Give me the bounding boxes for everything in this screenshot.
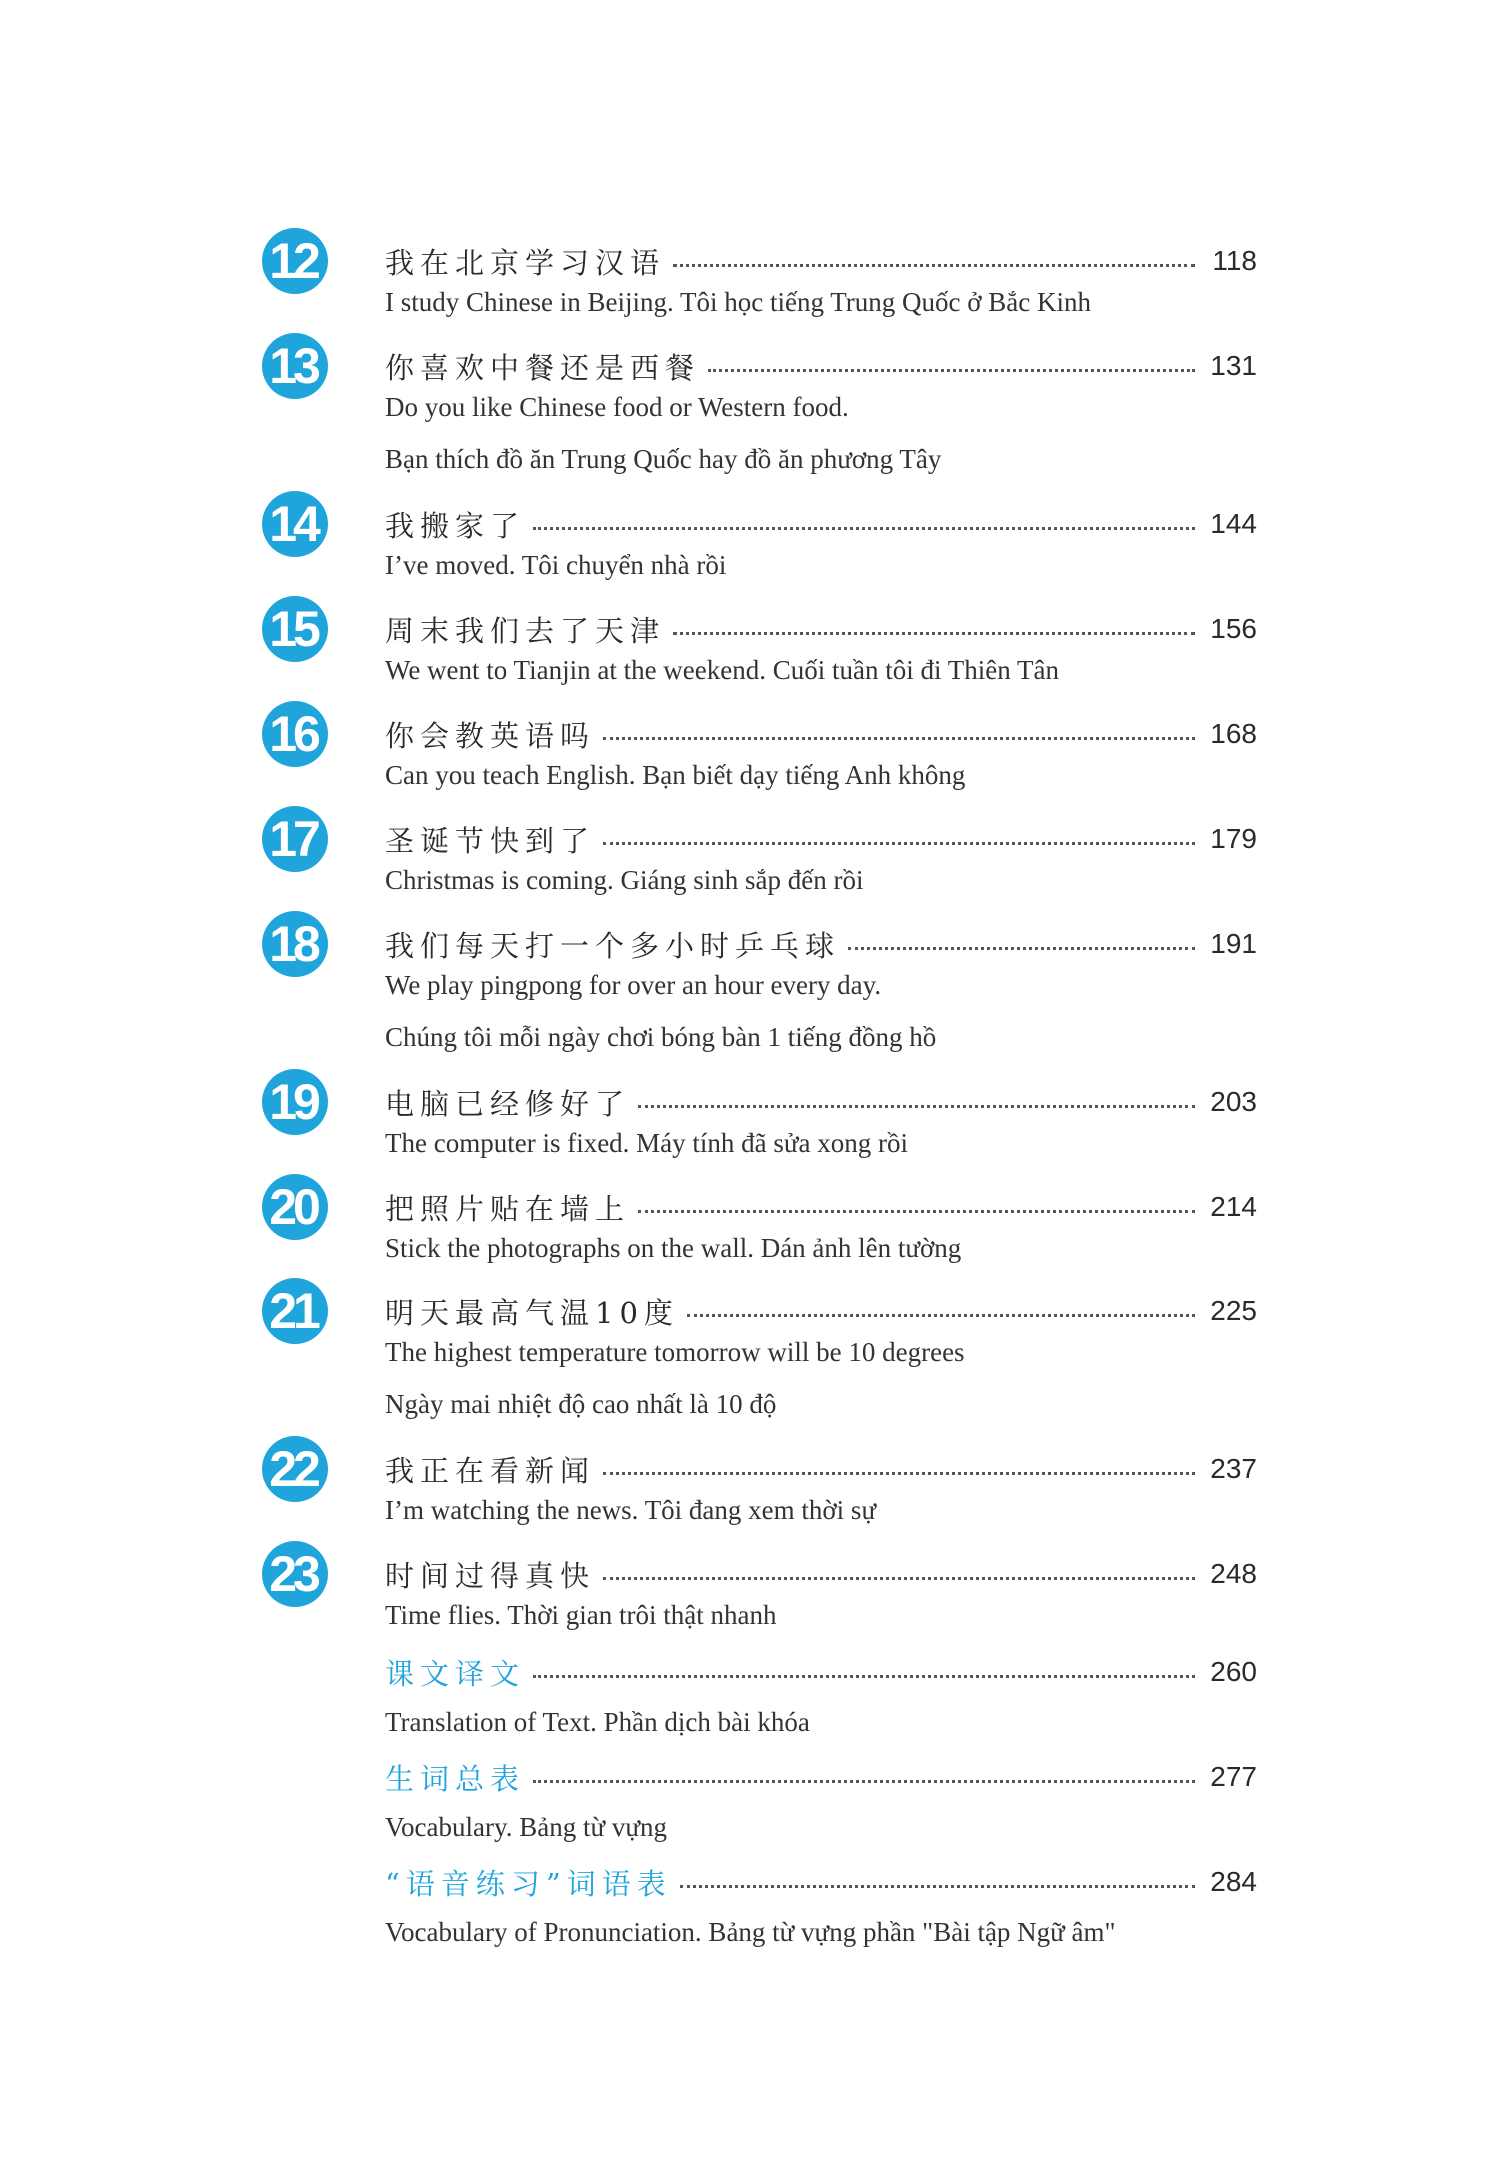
page-number: 168 <box>1210 718 1257 749</box>
page-number: 237 <box>1210 1453 1257 1484</box>
entry-title-row <box>385 239 1257 283</box>
lesson-number: 14 <box>269 496 317 552</box>
page-number: 118 <box>1212 245 1257 276</box>
page-number: 131 <box>1210 350 1257 381</box>
lesson-title: 我们每天打一个多小时乒乓球 <box>385 928 841 963</box>
dot-leader <box>673 632 1195 635</box>
entry-title-row <box>385 1289 1257 1333</box>
lesson-subtitle: Time flies. Thời gian trôi thật nhanh <box>385 1600 777 1630</box>
page-number: 260 <box>1210 1656 1257 1687</box>
lesson-subtitle: Stick the photographs on the wall. Dán ảnh lên tường <box>385 1233 962 1263</box>
lesson-subtitle: We went to Tianjin at the weekend. Cuối tuần tôi đi Thiên Tân <box>385 655 1059 685</box>
lesson-subtitle: I’ve moved. Tôi chuyển nhà rồi <box>385 550 727 580</box>
lesson-subtitle: The highest temperature tomorrow will be 10 degrees <box>385 1337 965 1367</box>
lesson-number: 17 <box>269 811 317 867</box>
dot-leader <box>533 1675 1195 1678</box>
lesson-number-badge <box>262 911 328 977</box>
dot-leader <box>603 1472 1195 1475</box>
lesson-number-badge <box>262 1069 328 1135</box>
lesson-title: 你喜欢中餐还是西餐 <box>385 350 701 385</box>
entry-title-row <box>385 922 1257 966</box>
lesson-number: 12 <box>269 233 317 289</box>
entry-title-row <box>385 1447 1257 1491</box>
page-number: 284 <box>1210 1866 1257 1897</box>
dot-leader <box>603 842 1195 845</box>
dot-leader <box>673 264 1195 267</box>
lesson-number: 20 <box>269 1179 317 1235</box>
lesson-number-badge <box>262 596 328 662</box>
lesson-title: 把照片贴在墙上 <box>385 1191 631 1226</box>
dot-leader <box>603 737 1195 740</box>
appendix-subtitle: Vocabulary. Bảng từ vựng <box>385 1812 667 1842</box>
page-number: 214 <box>1210 1191 1257 1222</box>
entry-title-row <box>385 712 1257 756</box>
dot-leader <box>533 1780 1195 1783</box>
lesson-title: 圣诞节快到了 <box>385 823 596 858</box>
lesson-number: 23 <box>269 1546 317 1602</box>
entry-title-row <box>385 502 1257 546</box>
lesson-number-badge <box>262 1541 328 1607</box>
appendix-subtitle: Translation of Text. Phần dịch bài khóa <box>385 1707 810 1737</box>
lesson-title: 时间过得真快 <box>385 1558 596 1593</box>
lesson-number-badge <box>262 491 328 557</box>
entry-title-row <box>385 817 1257 861</box>
lesson-number-badge <box>262 333 328 399</box>
lesson-subtitle: Chúng tôi mỗi ngày chơi bóng bàn 1 tiếng đồng hồ <box>385 1022 937 1052</box>
lesson-number: 15 <box>269 601 317 657</box>
dot-leader <box>638 1210 1195 1213</box>
lesson-number-badge <box>262 1436 328 1502</box>
page-number: 225 <box>1210 1295 1257 1326</box>
lesson-title: 我搬家了 <box>385 508 526 543</box>
lesson-title: 我在北京学习汉语 <box>385 245 666 280</box>
lesson-subtitle: I study Chinese in Beijing. Tôi học tiếng Trung Quốc ở Bắc Kinh <box>385 287 1091 317</box>
lesson-subtitle: We play pingpong for over an hour every day. <box>385 970 882 1000</box>
page-number: 144 <box>1210 508 1257 539</box>
lesson-title: 电脑已经修好了 <box>385 1086 631 1121</box>
lesson-subtitle: The computer is fixed. Máy tính đã sửa xong rồi <box>385 1128 909 1158</box>
appendix-title: 生词总表 <box>385 1761 526 1796</box>
page-number: 179 <box>1210 823 1257 854</box>
lesson-number: 19 <box>269 1074 317 1130</box>
lesson-subtitle: Do you like Chinese food or Western food. <box>385 392 849 422</box>
entry-title-row <box>385 1860 1257 1904</box>
appendix-title: “语音练习”词语表 <box>385 1866 672 1901</box>
lesson-number-badge <box>262 701 328 767</box>
lesson-number: 21 <box>269 1283 317 1339</box>
lesson-subtitle: Ngày mai nhiệt độ cao nhất là 10 độ <box>385 1389 777 1419</box>
page-number: 203 <box>1210 1086 1257 1117</box>
lesson-title: 我正在看新闻 <box>385 1453 596 1488</box>
lesson-title: 你会教英语吗 <box>385 718 596 753</box>
dot-leader <box>687 1314 1195 1317</box>
dot-leader <box>848 947 1195 950</box>
lesson-number: 16 <box>269 706 317 762</box>
entry-title-row <box>385 1185 1257 1229</box>
dot-leader <box>533 527 1195 530</box>
lesson-number-badge <box>262 1278 328 1344</box>
entry-title-row <box>385 607 1257 651</box>
entry-title-row <box>385 1552 1257 1596</box>
lesson-number-badge <box>262 806 328 872</box>
lesson-subtitle: Bạn thích đồ ăn Trung Quốc hay đồ ăn phương Tây <box>385 444 942 474</box>
dot-leader <box>708 369 1195 372</box>
page-number: 277 <box>1210 1761 1257 1792</box>
dot-leader <box>638 1105 1195 1108</box>
page-number: 156 <box>1210 613 1257 644</box>
dot-leader <box>680 1885 1195 1888</box>
lesson-number: 13 <box>269 338 317 394</box>
lesson-number-badge <box>262 1174 328 1240</box>
entry-title-row <box>385 1755 1257 1799</box>
entry-title-row <box>385 1080 1257 1124</box>
appendix-subtitle: Vocabulary of Pronunciation. Bảng từ vựng phần "Bài tập Ngữ âm" <box>385 1917 1116 1947</box>
lesson-subtitle: Can you teach English. Bạn biết dạy tiếng Anh không <box>385 760 966 790</box>
entry-title-row <box>385 1650 1257 1694</box>
entry-title-row <box>385 344 1257 388</box>
dot-leader <box>603 1577 1195 1580</box>
lesson-subtitle: I’m watching the news. Tôi đang xem thời sự <box>385 1495 877 1525</box>
page-number: 248 <box>1210 1558 1257 1589</box>
lesson-number: 18 <box>269 916 317 972</box>
page-number: 191 <box>1210 928 1257 959</box>
appendix-title: 课文译文 <box>385 1656 526 1691</box>
lesson-number-badge <box>262 228 328 294</box>
lesson-number: 22 <box>269 1441 317 1497</box>
lesson-title: 周末我们去了天津 <box>385 613 666 648</box>
lesson-title: 明天最高气温10度 <box>385 1295 679 1330</box>
lesson-subtitle: Christmas is coming. Giáng sinh sắp đến rồi <box>385 865 864 895</box>
